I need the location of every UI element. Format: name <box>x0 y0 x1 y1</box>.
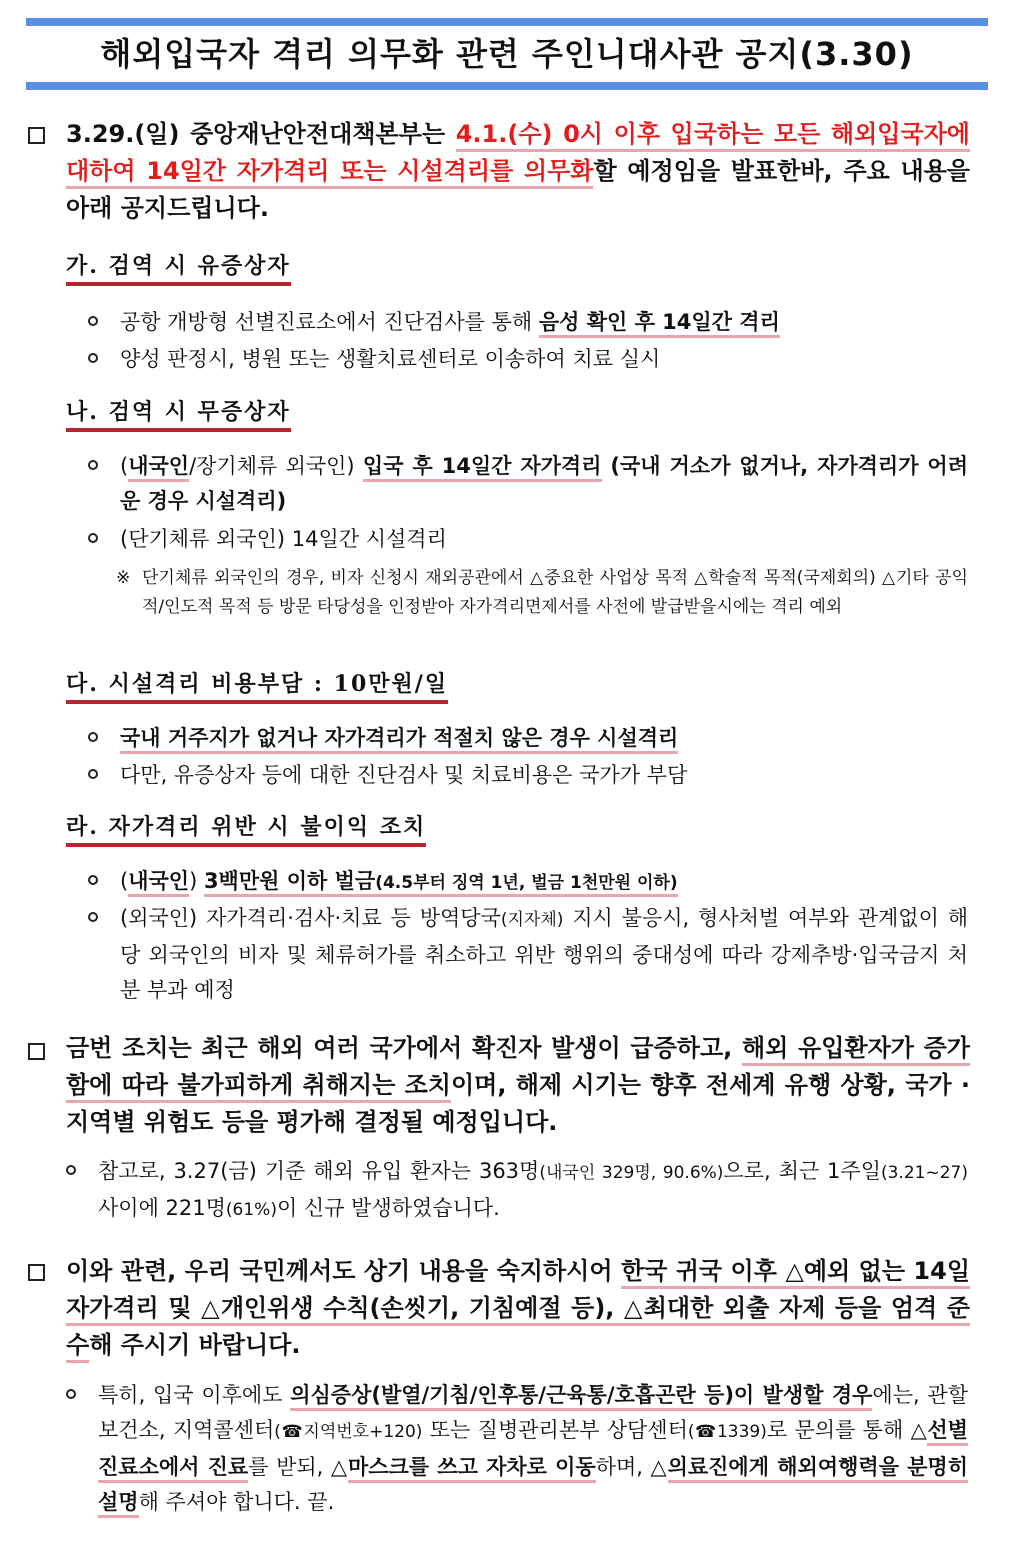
circle-bullet-icon <box>88 912 98 922</box>
circle-bullet-icon <box>66 1389 76 1399</box>
list-item: (외국인) 자가격리·검사·치료 등 방역당국(지자체) 지시 불응시, 형사처벌 여부와 관계없이 해당 외국인의 비자 및 체류허가를 취소하고 위반 행위의 중대성에 따라 강제추방·입국금지 처분 부과 예정 <box>88 901 968 1008</box>
section-heading-na: 나. 검역 시 무증상자 <box>66 398 291 432</box>
circle-bullet-icon <box>88 533 98 543</box>
circle-bullet-icon <box>88 875 98 885</box>
list-item: 공항 개방형 선별진료소에서 진단검사를 통해 음성 확인 후 14일간 격리 <box>88 305 968 340</box>
section-heading-ga: 가. 검역 시 유증상자 <box>66 252 291 286</box>
list-item: 다만, 유증상자 등에 대한 진단검사 및 치료비용은 국가가 부담 <box>88 758 968 793</box>
list-item: (내국인) 3백만원 이하 벌금(4.5부터 징역 1년, 벌금 1천만원 이하) <box>88 864 968 901</box>
list-item: 참고로, 3.27(금) 기준 해외 유입 환자는 363명(내국인 329명, 90.6%)으로, 최근 1주일(3.21~27) 사이에 221명(61%)이 신규 발생하였습니다. <box>66 1154 968 1228</box>
note: ※ 단기체류 외국인의 경우, 비자 신청시 재외공관에서 △중요한 사업상 목적 △학술적 목적(국제회의) △기타 공익적/인도적 목적 등 방문 타당성을 인정받아 자가격리면제서를 사전에 발급받을시에는 격리 예외 <box>116 564 968 622</box>
list-item: 양성 판정시, 병원 또는 생활치료센터로 이송하여 치료 실시 <box>88 342 968 377</box>
paragraph-3: 이와 관련, 우리 국민께서도 상기 내용을 숙지하시어 한국 귀국 이후 △예외 없는 14일 자가격리 및 △개인위생 수칙(손씻기, 기침예절 등), △최대한 외출 자제 등을 엄격 준수해 주시기 바랍니다. <box>66 1253 970 1364</box>
page-title: 해외입국자 격리 의무화 관련 주인니대사관 공지(3.30) <box>100 35 914 73</box>
circle-bullet-icon <box>88 732 98 742</box>
checkbox-square-icon <box>28 1043 45 1060</box>
circle-bullet-icon <box>88 316 98 326</box>
circle-bullet-icon <box>88 769 98 779</box>
reference-mark-icon: ※ <box>116 568 131 588</box>
title-rule-bottom <box>26 82 988 90</box>
section-heading-ra: 라. 자가격리 위반 시 불이익 조치 <box>66 813 426 847</box>
title-rule-top <box>26 18 988 26</box>
list-item: (내국인/장기체류 외국인) 입국 후 14일간 자가격리 (국내 거소가 없거나, 자가격리가 어려운 경우 시설격리) <box>88 449 968 519</box>
circle-bullet-icon <box>66 1165 76 1175</box>
section-heading-da: 다. 시설격리 비용부담 : 10만원/일 <box>66 670 448 704</box>
checkbox-square-icon <box>28 127 45 144</box>
title-banner <box>26 16 988 90</box>
list-item: 특히, 입국 이후에도 의심증상(발열/기침/인후통/근육통/호흡곤란 등)이 발생할 경우에는, 관할 보건소, 지역콜센터(☎지역번호+120) 또는 질병관리본부 상담센터(☎1339)로 문의를 통해 △선별진료소에서 진료를 받되, △마스크를 쓰고 자차로 이동하며, △의료진에게 해외여행력을 분명히 설명해 주셔야 합니다. 끝. <box>66 1378 968 1520</box>
paragraph-2: 금번 조치는 최근 해외 여러 국가에서 확진자 발생이 급증하고, 해외 유입환자가 증가함에 따라 불가피하게 취해지는 조치이며, 해제 시기는 향후 전세계 유행 상황, 국가 · 지역별 위험도 등을 평가해 결정될 예정입니다. <box>66 1034 970 1136</box>
checkbox-square-icon <box>28 1264 45 1281</box>
circle-bullet-icon <box>88 353 98 363</box>
list-item: 국내 거주지가 없거나 자가격리가 적절치 않은 경우 시설격리 <box>88 721 968 756</box>
intro-highlight: 4.1.(수) 0시 이후 입국하는 모든 해외입국자에 대하여 14일간 자가격리 또는 시설격리를 의무화 <box>66 120 970 189</box>
circle-bullet-icon <box>88 460 98 470</box>
list-item: (단기체류 외국인) 14일간 시설격리 <box>88 522 968 557</box>
intro-paragraph: 3.29.(일) 중앙재난안전대책본부는 4.1.(수) 0시 이후 입국하는 모든 해외입국자에 대하여 14일간 자가격리 또는 시설격리를 의무화할 예정임을 발표한바, 주요 내용을 아래 공지드립니다. <box>66 120 970 222</box>
